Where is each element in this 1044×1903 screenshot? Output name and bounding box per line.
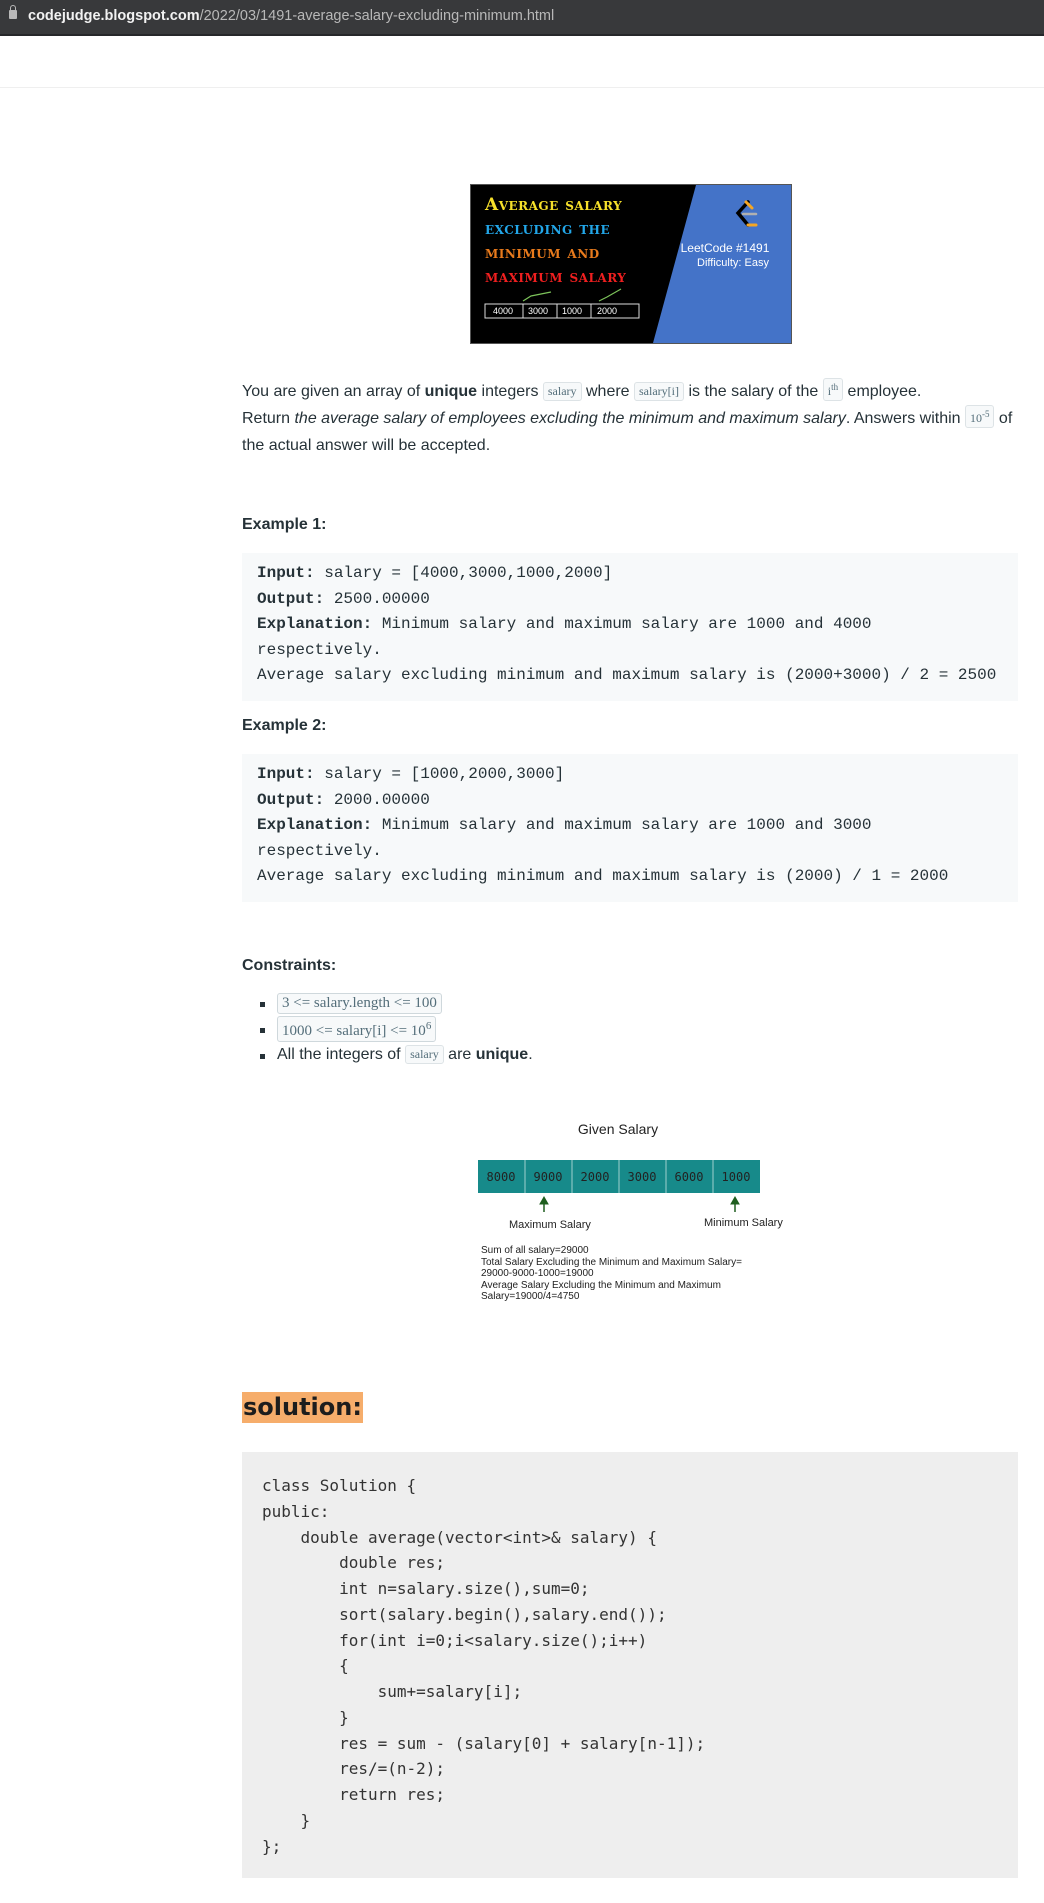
example-1-heading: Example 1: (242, 516, 327, 533)
code-salary-i: salary[i] (634, 382, 684, 401)
example-2-heading: Example 2: (242, 717, 327, 734)
constraint-item (242, 990, 533, 1016)
diagram-cell-3: 2000 (580, 1170, 610, 1184)
diagram-cells (478, 1160, 760, 1193)
example-1-block: Input: salary = [4000,3000,1000,2000] Output: 2500.00000 Explanation: Minimum salary and maximum salary are 1000 and 4000 respectively. Average salary excluding minimum and maximum salary is (2000+3000) / 2 = 2500 (242, 553, 1018, 701)
banner-box-3: 1000 (562, 306, 583, 316)
constraints-list (242, 990, 533, 1068)
diagram-note-5: Salary=19000/4=4750 (481, 1291, 580, 1302)
lock-icon (9, 10, 17, 19)
constraint-code: 3 <= salary.length <= 100 (277, 993, 442, 1014)
intro-paragraph-2: Return the average salary of employees excluding the minimum and maximum salary. Answers within $10^{-5}$ of (242, 405, 1012, 432)
url-text[interactable] (28, 8, 554, 24)
diagram-cell-2: 9000 (533, 1170, 563, 1184)
banner-title-line-3: minimum and (485, 243, 600, 263)
banner-difficulty: Difficulty: Easy (697, 257, 769, 269)
diagram-cell-6: 1000 (721, 1170, 751, 1184)
example-2-block: Input: salary = [1000,2000,3000] Output: 2000.00000 Explanation: Minimum salary and maximum salary are 1000 and 3000 respectively. Average salary excluding minimum and maximum salary is (2000) / 1 = 2000 (242, 754, 1018, 902)
max-label: Maximum Salary (509, 1219, 591, 1231)
solution-code-block: class Solution { public: double average(vector<int>& salary) { double res; int n=salary.size(),sum=0; sort(salary.begin(),salary.end()); for(int i=0;i<salary.size();i++) { sum+=salary[i]; } res = sum - (salary[0] + salary[n-1]); res/=(n-2); return res; } }; (242, 1452, 1018, 1878)
banner-title-line-4: maximum salary (485, 267, 627, 287)
diagram-cell-1: 8000 (486, 1170, 516, 1184)
constraint-item: All the integers of salary are unique. (242, 1042, 533, 1068)
min-arrow-icon (731, 1197, 739, 1212)
article-banner-image (470, 184, 792, 344)
banner-box-2: 3000 (528, 306, 549, 316)
url-host: codejudge.blogspot.com (28, 8, 200, 24)
intro-paragraph-3: the actual answer will be accepted. (242, 437, 491, 454)
max-arrow-icon (540, 1197, 548, 1212)
solution-heading: solution: (243, 1393, 362, 1421)
url-path: /2022/03/1491-average-salary-excluding-minimum.html (199, 8, 555, 24)
diagram-cell-4: 3000 (627, 1170, 657, 1184)
code-salary: salary (405, 1045, 444, 1064)
constraint-item (242, 1016, 533, 1042)
banner-box-4: 2000 (597, 306, 618, 316)
code-ten-pow: $10^{-5}$ (965, 405, 995, 428)
min-label: Minimum Salary (704, 1217, 783, 1229)
banner-problem-number: LeetCode #1491 (680, 241, 770, 255)
code-ith: $i^{th}$ (823, 378, 843, 401)
code-salary: salary (543, 382, 582, 401)
constraints-heading: Constraints: (242, 957, 337, 974)
salary-diagram-image (470, 1120, 800, 1310)
browser-url-bar[interactable] (0, 0, 1044, 36)
diagram-notes (481, 1245, 742, 1302)
diagram-note-1: Sum of all salary=29000 (481, 1245, 589, 1256)
diagram-note-3: 29000-9000-1000=19000 (481, 1268, 594, 1279)
diagram-note-4: Average Salary Excluding the Minimum and Maximum (481, 1280, 721, 1291)
diagram-title: Given Salary (577, 1121, 659, 1137)
diagram-cell-5: 6000 (674, 1170, 704, 1184)
banner-title-line-1: Average salary (485, 195, 623, 215)
banner-box-1: 4000 (493, 306, 514, 316)
banner-title-line-2: excluding the (485, 219, 611, 239)
header-divider (0, 87, 1044, 88)
constraint-code: 1000 <= salary[i] <= $10^6$ (277, 1016, 436, 1042)
diagram-note-2: Total Salary Excluding the Minimum and Maximum Salary= (481, 1257, 742, 1268)
intro-paragraph-1: You are given an array of unique integers salary where salary[i] is the salary of the $i^{th}$ employee. (242, 378, 921, 405)
